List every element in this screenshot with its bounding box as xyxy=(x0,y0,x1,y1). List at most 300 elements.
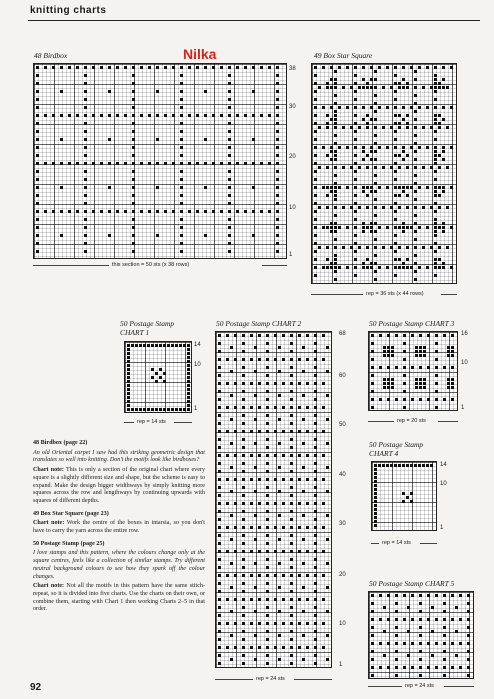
stitch-mark xyxy=(282,574,285,577)
stitch-mark xyxy=(180,202,183,205)
stitch-mark xyxy=(314,582,317,585)
stitch-mark xyxy=(442,78,445,81)
stitch-mark xyxy=(258,454,261,457)
stitch-mark xyxy=(140,66,143,69)
stitch-mark xyxy=(322,358,325,361)
stitch-mark xyxy=(398,464,401,467)
stitch-mark xyxy=(366,126,369,129)
stitch-mark xyxy=(242,486,245,489)
stitch-mark xyxy=(298,574,301,577)
stitch-mark xyxy=(290,558,293,561)
stitch-mark xyxy=(244,114,247,117)
stitch-mark xyxy=(92,210,95,213)
stitch-mark xyxy=(108,234,111,237)
stitch-mark xyxy=(443,366,446,369)
stitch-mark xyxy=(282,622,285,625)
stitch-mark xyxy=(403,594,406,597)
stitch-mark xyxy=(326,418,329,421)
stitch-mark xyxy=(394,258,397,261)
stitch-mark xyxy=(155,380,158,383)
stitch-mark xyxy=(274,454,277,457)
stitch-mark xyxy=(330,146,333,149)
stitch-mark xyxy=(434,138,437,141)
stitch-mark xyxy=(290,638,293,641)
stitch-mark xyxy=(276,138,279,141)
stitch-mark xyxy=(314,486,317,489)
stitch-mark xyxy=(358,206,361,209)
stitch-mark xyxy=(36,66,39,69)
stitch-mark xyxy=(387,334,390,337)
note-heading: 50 Postage Stamp (page 25) xyxy=(33,540,105,547)
stitch-mark xyxy=(330,266,333,269)
stitch-mark xyxy=(260,66,263,69)
stitch-mark xyxy=(250,358,253,361)
stitch-mark xyxy=(366,154,369,157)
stitch-mark xyxy=(451,334,454,337)
stitch-mark xyxy=(442,66,445,69)
stitch-mark xyxy=(390,86,393,89)
stitch-mark xyxy=(132,210,135,213)
stitch-mark xyxy=(435,666,438,669)
stitch-mark xyxy=(132,90,135,93)
stitch-mark xyxy=(394,186,397,189)
stitch-mark xyxy=(196,162,199,165)
stitch-mark xyxy=(139,344,142,347)
stitch-mark xyxy=(180,98,183,101)
stitch-mark xyxy=(131,344,134,347)
stitch-mark xyxy=(330,150,333,153)
stitch-mark xyxy=(204,186,207,189)
stitch-mark xyxy=(302,346,305,349)
stamp2-row-label: 40 xyxy=(339,472,346,478)
stitch-mark xyxy=(180,82,183,85)
stitch-mark xyxy=(60,162,63,165)
stitch-mark xyxy=(402,86,405,89)
stitch-mark xyxy=(442,222,445,225)
stitch-mark xyxy=(334,238,337,241)
stitch-mark xyxy=(266,438,269,441)
stitch-mark xyxy=(371,642,374,645)
stitch-mark xyxy=(414,198,417,201)
stitch-mark xyxy=(455,630,458,633)
stitch-mark xyxy=(127,348,130,351)
stitch-mark xyxy=(374,472,377,475)
stitch-mark xyxy=(290,590,293,593)
stitch-mark xyxy=(442,262,445,265)
stitch-mark xyxy=(230,538,233,541)
stitch-mark xyxy=(266,598,269,601)
stitch-mark xyxy=(276,154,279,157)
stitch-mark xyxy=(387,594,390,597)
stitch-mark xyxy=(164,162,167,165)
stitch-mark xyxy=(36,122,39,125)
stitch-mark xyxy=(242,534,245,537)
stitch-mark xyxy=(302,610,305,613)
stitch-mark xyxy=(371,674,374,677)
stitch-mark xyxy=(167,408,170,411)
stitch-mark xyxy=(242,550,245,553)
stitch-mark xyxy=(387,382,390,385)
stamp4-repeat-line xyxy=(371,543,379,544)
stitch-mark xyxy=(230,658,233,661)
stitch-mark xyxy=(326,634,329,637)
stamp1-repeat-label: rep = 14 sts xyxy=(137,419,166,425)
stitch-mark xyxy=(132,66,135,69)
stitch-mark xyxy=(467,594,470,597)
stitch-mark xyxy=(172,66,175,69)
stitch-mark xyxy=(314,342,317,345)
stitch-mark xyxy=(383,378,386,381)
stitch-mark xyxy=(334,114,337,117)
stitch-mark xyxy=(354,90,357,93)
stamp3-row-label: 16 xyxy=(461,331,468,337)
stitch-mark xyxy=(302,466,305,469)
stitch-mark xyxy=(230,394,233,397)
stitch-mark xyxy=(274,646,277,649)
stitch-mark xyxy=(250,574,253,577)
stitch-mark xyxy=(36,242,39,245)
stitch-mark xyxy=(266,566,269,569)
stitch-mark xyxy=(124,210,127,213)
stitch-mark xyxy=(266,582,269,585)
note-chart xyxy=(33,583,205,614)
stitch-mark xyxy=(52,114,55,117)
stitch-mark xyxy=(220,114,223,117)
stitch-mark xyxy=(148,66,151,69)
stitch-mark xyxy=(443,634,446,637)
stitch-mark xyxy=(314,542,317,545)
stitch-mark xyxy=(159,408,162,411)
stitch-mark xyxy=(230,466,233,469)
stitch-mark xyxy=(451,346,454,349)
stitch-mark xyxy=(242,614,245,617)
stitch-mark xyxy=(278,466,281,469)
stitch-mark xyxy=(60,66,63,69)
stitch-mark xyxy=(314,234,317,237)
stitch-mark xyxy=(234,406,237,409)
stitch-mark xyxy=(60,234,63,237)
stitch-mark xyxy=(298,550,301,553)
stitch-mark xyxy=(434,66,437,69)
birdbox-row-label: 38 xyxy=(289,66,296,72)
stamp3-row-label: 10 xyxy=(461,360,468,366)
stitch-mark xyxy=(342,126,345,129)
stitch-mark xyxy=(258,430,261,433)
stitch-mark xyxy=(44,66,47,69)
stitch-mark xyxy=(274,334,277,337)
stitch-mark xyxy=(338,226,341,229)
stitch-mark xyxy=(334,86,337,89)
stitch-mark xyxy=(423,378,426,381)
stitch-mark xyxy=(366,266,369,269)
stitch-mark xyxy=(187,400,190,403)
stitch-mark xyxy=(127,384,130,387)
stitch-mark xyxy=(346,226,349,229)
stitch-mark xyxy=(84,226,87,229)
stitch-mark xyxy=(302,442,305,445)
stitch-mark xyxy=(234,526,237,529)
stitch-mark xyxy=(394,98,397,101)
stitch-mark xyxy=(326,246,329,249)
stitch-mark xyxy=(84,74,87,77)
stitch-mark xyxy=(379,334,382,337)
stitch-mark xyxy=(218,606,221,609)
stitch-mark xyxy=(374,86,377,89)
stitch-mark xyxy=(371,610,374,613)
stitch-mark xyxy=(330,106,333,109)
stitch-mark xyxy=(276,170,279,173)
stitch-mark xyxy=(414,158,417,161)
stitch-mark xyxy=(322,454,325,457)
stitch-mark xyxy=(278,394,281,397)
stitch-mark xyxy=(334,154,337,157)
stitch-mark xyxy=(387,618,390,621)
stitch-mark xyxy=(306,358,309,361)
stitch-mark xyxy=(326,126,329,129)
stitch-mark xyxy=(306,406,309,409)
stitch-mark xyxy=(278,370,281,373)
stitch-mark xyxy=(44,162,47,165)
stitch-mark xyxy=(258,334,261,337)
stitch-mark xyxy=(371,382,374,385)
stitch-mark xyxy=(383,346,386,349)
stitch-mark xyxy=(391,350,394,353)
birdbox-repeat-line xyxy=(33,265,109,266)
stitch-mark xyxy=(266,478,269,481)
stitch-mark xyxy=(390,464,393,467)
stitch-mark xyxy=(406,186,409,189)
stitch-mark xyxy=(354,234,357,237)
stitch-mark xyxy=(218,462,221,465)
stitch-mark xyxy=(266,654,269,657)
stitch-mark xyxy=(132,114,135,117)
stitch-mark xyxy=(334,230,337,233)
stitch-mark xyxy=(127,404,130,407)
stitch-mark xyxy=(419,354,422,357)
stitch-mark xyxy=(442,150,445,153)
note-heading: 48 Birdbox (page 22) xyxy=(33,440,88,446)
stitch-mark xyxy=(298,598,301,601)
stitch-mark xyxy=(274,598,277,601)
stitch-mark xyxy=(276,162,279,165)
stitch-mark xyxy=(391,346,394,349)
stitch-mark xyxy=(358,126,361,129)
stitch-mark xyxy=(156,114,159,117)
stitch-mark xyxy=(298,430,301,433)
stitch-mark xyxy=(242,502,245,505)
stitch-mark xyxy=(242,446,245,449)
stitch-mark xyxy=(398,186,401,189)
stitch-mark xyxy=(254,610,257,613)
stitch-mark xyxy=(434,170,437,173)
stitch-mark xyxy=(172,162,175,165)
stitch-mark xyxy=(383,606,386,609)
stitch-mark xyxy=(371,334,374,337)
stitch-mark xyxy=(242,414,245,417)
stitch-mark xyxy=(434,266,437,269)
stitch-mark xyxy=(226,550,229,553)
stitch-mark xyxy=(274,574,277,577)
stitch-mark xyxy=(282,598,285,601)
stitch-mark xyxy=(314,334,317,337)
stitch-mark xyxy=(218,614,221,617)
stitch-mark xyxy=(314,154,317,157)
stitch-mark xyxy=(282,382,285,385)
stitch-mark xyxy=(306,574,309,577)
stitch-mark xyxy=(266,334,269,337)
stitch-mark xyxy=(455,654,458,657)
stitch-mark xyxy=(116,66,119,69)
note-label: Chart note: xyxy=(33,583,65,590)
stitch-mark xyxy=(180,242,183,245)
stitch-mark xyxy=(391,382,394,385)
stitch-mark xyxy=(371,634,374,637)
note-heading: 49 Box Star Square (page 23) xyxy=(33,510,109,517)
stitch-mark xyxy=(274,430,277,433)
stitch-mark xyxy=(334,206,337,209)
stitch-mark xyxy=(434,114,437,117)
stitch-mark xyxy=(132,138,135,141)
stitch-mark xyxy=(258,598,261,601)
stitch-mark xyxy=(411,666,414,669)
stitch-mark xyxy=(362,86,365,89)
stitch-mark xyxy=(314,138,317,141)
stitch-mark xyxy=(406,246,409,249)
stitch-mark xyxy=(334,222,337,225)
stamp4-row-label: 10 xyxy=(440,481,447,487)
stitch-mark xyxy=(254,634,257,637)
stitch-mark xyxy=(434,190,437,193)
stitch-mark xyxy=(230,610,233,613)
stitch-mark xyxy=(406,258,409,261)
stitch-mark xyxy=(132,234,135,237)
stitch-mark xyxy=(60,138,63,141)
stitch-mark xyxy=(36,82,39,85)
stitch-mark xyxy=(242,358,245,361)
stitch-mark xyxy=(159,344,162,347)
stitch-mark xyxy=(430,464,433,467)
stitch-mark xyxy=(411,398,414,401)
stitch-mark xyxy=(419,350,422,353)
page-header: knitting charts xyxy=(30,5,107,16)
stitch-mark xyxy=(228,250,231,253)
stitch-mark xyxy=(402,492,405,495)
note-boxstar xyxy=(33,511,205,536)
stitch-mark xyxy=(314,250,317,253)
stitch-mark xyxy=(434,106,437,109)
stitch-mark xyxy=(204,138,207,141)
stitch-mark xyxy=(180,178,183,181)
stitch-mark xyxy=(374,500,377,503)
stitch-mark xyxy=(450,106,453,109)
stitch-mark xyxy=(410,492,413,495)
stitch-mark xyxy=(298,646,301,649)
stitch-mark xyxy=(366,122,369,125)
stitch-mark xyxy=(230,370,233,373)
stitch-mark xyxy=(250,478,253,481)
stitch-mark xyxy=(187,384,190,387)
stitch-mark xyxy=(346,146,349,149)
stitch-mark xyxy=(276,210,279,213)
stitch-mark xyxy=(276,226,279,229)
stitch-mark xyxy=(276,146,279,149)
stitch-mark xyxy=(467,634,470,637)
stitch-mark xyxy=(395,674,398,677)
stitch-mark xyxy=(266,398,269,401)
stitch-mark xyxy=(282,406,285,409)
stitch-mark xyxy=(346,106,349,109)
stitch-mark xyxy=(132,250,135,253)
stitch-mark xyxy=(395,666,398,669)
stitch-mark xyxy=(334,270,337,273)
stitch-mark xyxy=(314,526,317,529)
stitch-mark xyxy=(218,574,221,577)
stitch-mark xyxy=(276,90,279,93)
stitch-mark xyxy=(84,178,87,181)
stitch-mark xyxy=(415,386,418,389)
stitch-mark xyxy=(426,106,429,109)
stitch-mark xyxy=(84,202,87,205)
stitch-mark xyxy=(374,254,377,257)
stitch-mark xyxy=(148,114,151,117)
stitch-mark xyxy=(374,142,377,145)
stitch-mark xyxy=(419,634,422,637)
stitch-mark xyxy=(442,230,445,233)
stitch-mark xyxy=(276,82,279,85)
note-intro: I love stamps and this pattern, where the colours change only at the square centres, feels like a collection of similar stamps. Try different neutral background colours to see how they spark off the colour changes. xyxy=(33,550,205,580)
stitch-mark xyxy=(442,266,445,269)
stitch-mark xyxy=(290,486,293,489)
stamp1-title-line1: 50 Postage Stamp xyxy=(120,319,175,328)
stitch-mark xyxy=(36,146,39,149)
stitch-mark xyxy=(242,654,245,657)
stitch-mark xyxy=(434,74,437,77)
stitch-mark xyxy=(230,634,233,637)
stitch-mark xyxy=(374,484,377,487)
stitch-mark xyxy=(447,346,450,349)
stitch-mark xyxy=(383,654,386,657)
stitch-mark xyxy=(418,464,421,467)
stitch-mark xyxy=(434,250,437,253)
stitch-mark xyxy=(140,114,143,117)
stitch-mark xyxy=(60,114,63,117)
stamp1-row-label: 10 xyxy=(194,362,201,368)
stitch-mark xyxy=(354,170,357,173)
stitch-mark xyxy=(410,186,413,189)
stitch-mark xyxy=(403,374,406,377)
stitch-mark xyxy=(180,114,183,117)
stitch-mark xyxy=(334,254,337,257)
stitch-mark xyxy=(188,210,191,213)
stitch-mark xyxy=(228,178,231,181)
stitch-mark xyxy=(314,574,317,577)
stitch-mark xyxy=(371,342,374,345)
stitch-mark xyxy=(306,550,309,553)
stitch-mark xyxy=(148,162,151,165)
stitch-mark xyxy=(374,78,377,81)
stitch-mark xyxy=(180,106,183,109)
stitch-mark xyxy=(402,266,405,269)
stitch-mark xyxy=(276,234,279,237)
stitch-mark xyxy=(254,442,257,445)
stitch-mark xyxy=(431,630,434,633)
stamp2-row-label: 20 xyxy=(339,572,346,578)
stitch-mark xyxy=(406,154,409,157)
stitch-mark xyxy=(431,654,434,657)
stitch-mark xyxy=(314,478,317,481)
stitch-mark xyxy=(370,150,373,153)
stitch-mark xyxy=(467,642,470,645)
